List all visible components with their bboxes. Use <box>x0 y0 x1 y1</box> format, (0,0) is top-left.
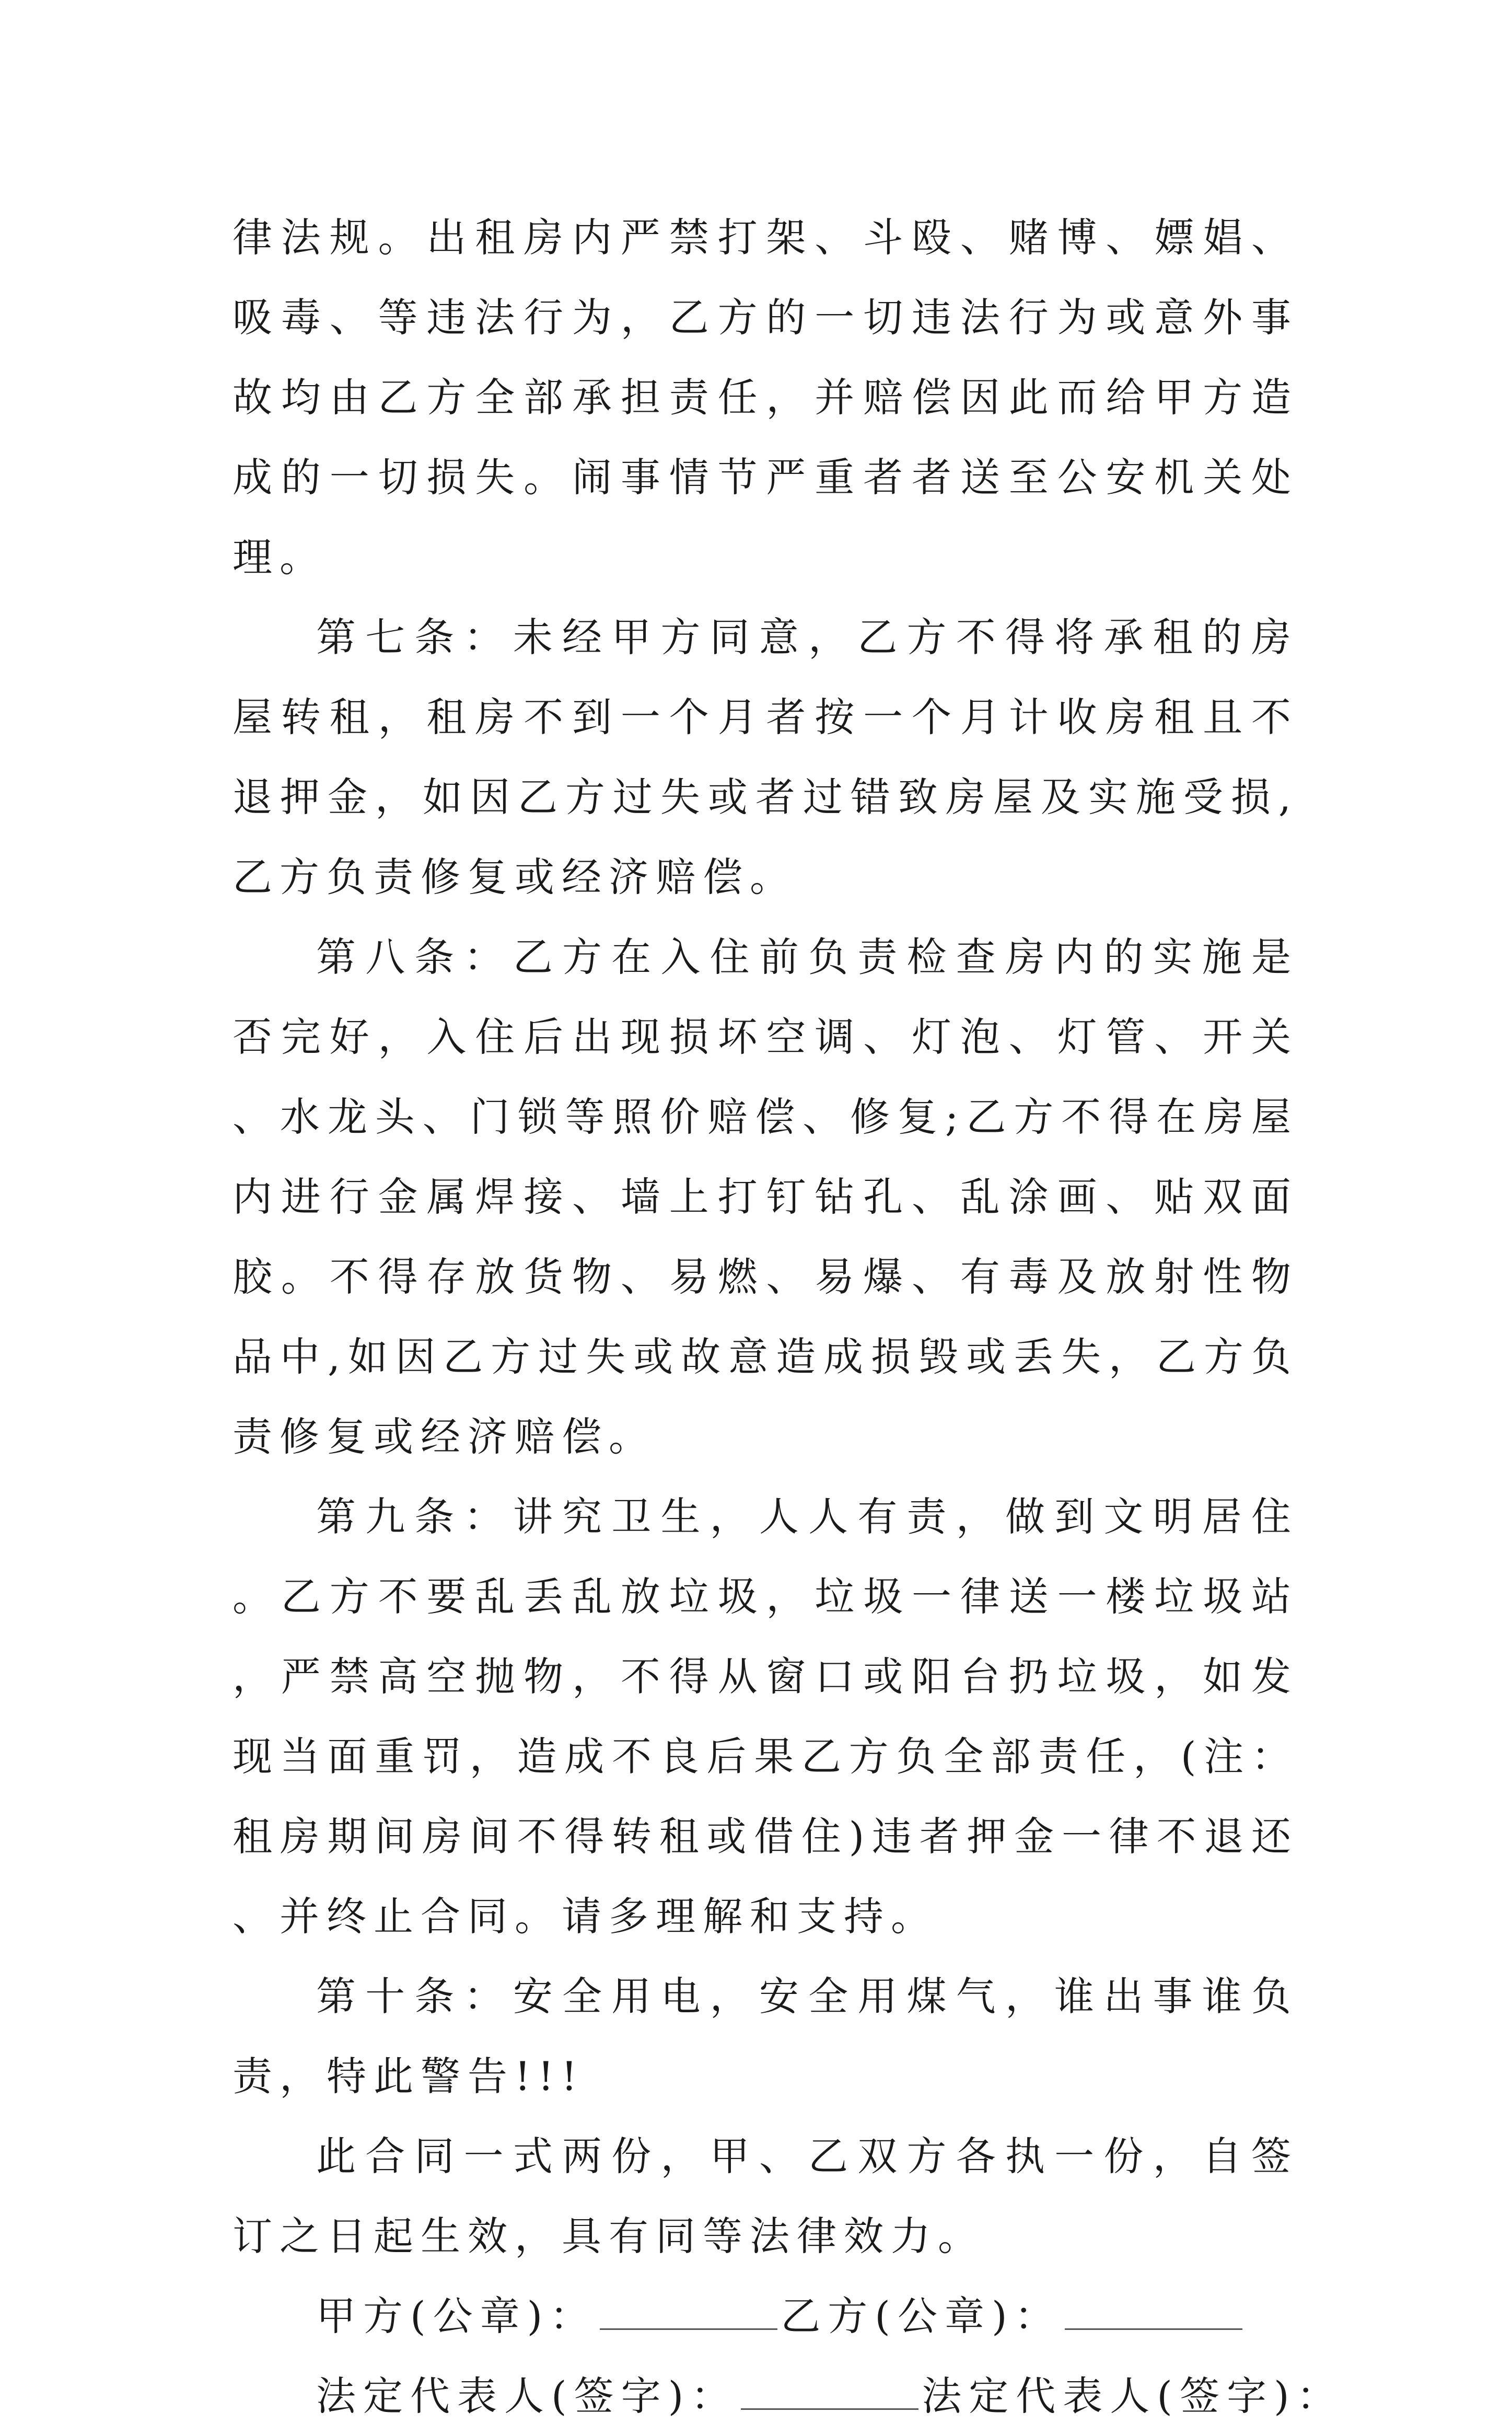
effectiveness-clause: 此合同一式两份，甲、乙双方各执一份，自签订之日起生效，具有同等法律效力。 <box>232 2133 1298 2259</box>
party-a-seal-blank <box>600 2292 777 2330</box>
paragraph-continuation: 律法规。出租房内严禁打架、斗殴、赌博、嫖娼、吸毒、等违法行为，乙方的一切违法行为或意外事故均由乙方全部承担责任，并赔偿因此而给甲方造成的一切损失。闹事情节严重者者送至公安机关处理。 <box>232 214 1298 581</box>
article-8: 第八条：乙方在入住前负责检查房内的实施是否完好，入住后出现损坏空调、灯泡、灯管、开关、水龙头、门锁等照价赔偿、修复;乙方不得在房屋内进行金属焊接、墙上打钉钻孔、乱涂画、贴双面胶。不得存放货物、易燃、易爆、有毒及放射性物品中,如因乙方过失或故意造成损毁或丢失，乙方负责修复或经济赔偿。 <box>232 934 1298 1460</box>
party-b-seal-blank <box>1065 2292 1242 2330</box>
party-b-representative-label: 法定代表人(签字)： <box>922 2373 1344 2419</box>
contract-body <box>232 198 1344 2436</box>
party-b-seal-label: 乙方(公章)： <box>781 2293 1062 2339</box>
article-9: 第九条：讲究卫生，人人有责，做到文明居住。乙方不要乱丢乱放垃圾，垃圾一律送一楼垃圾站，严禁高空抛物，不得从窗口或阳台扔垃圾，如发现当面重罚，造成不良后果乙方负全部责任，(注：租房期间房间不得转租或借住)违者押金一律不退还、并终止合同。请多理解和支持。 <box>232 1493 1298 1940</box>
party-a-representative-blank <box>741 2372 918 2410</box>
article-7: 第七条：未经甲方同意，乙方不得将承租的房屋转租，租房不到一个月者按一个月计收房租且不退押金，如因乙方过失或者过错致房屋及实施受损,乙方负责修复或经济赔偿。 <box>232 614 1298 900</box>
seal-row <box>232 2276 1298 2356</box>
party-a-seal-label: 甲方(公章)： <box>316 2293 597 2339</box>
representative-row <box>232 2356 1344 2436</box>
article-10: 第十条：安全用电，安全用煤气，谁出事谁负责，特此警告!!! <box>232 1973 1298 2099</box>
party-a-representative-label: 法定代表人(签字)： <box>316 2373 738 2419</box>
